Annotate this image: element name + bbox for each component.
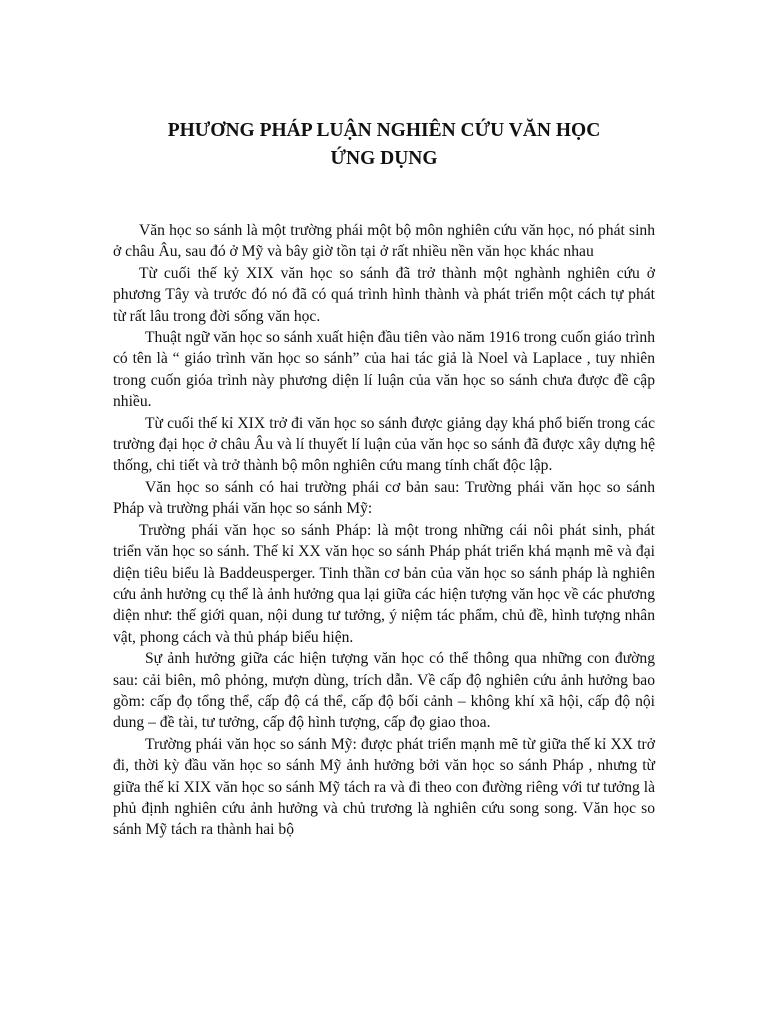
title-line-1: PHƯƠNG PHÁP LUẬN NGHIÊN CỨU VĂN HỌC [167,120,601,141]
paragraph-two-schools: Văn học so sánh có hai trường phái cơ bản sau: Trường phái văn học so sánh Pháp và trường phái văn học so sánh Mỹ: [113,478,655,518]
paragraph-teaching: Từ cuối thế kỉ XIX trở đi văn học so sánh được giảng dạy khá phổ biến trong các trường đại học ở châu Âu và lí thuyết lí luận của văn học so sánh đã được xây dựng hệ thống, chi tiết và trở thành bộ môn nghiên cứu mang tính chất độc lập. [113,414,655,475]
document-title [100,117,668,173]
paragraph-influence: Sự ảnh hưởng giữa các hiện tượng văn học có thể thông qua những con đường sau: cải biên, mô phỏng, mượn dùng, trích dẫn. Về cấp độ nghiên cứu ảnh hưởng bao gồm: cấp đọ tổng thể, cấp độ cá thể, cấp độ bối cảnh – không khí xã hội, cấp độ nội dung – đề tài, tư tưởng, cấp độ hình tượng, cấp đọ giao thoa. [113,650,655,732]
title-line-2: ỨNG DỤNG [330,148,438,169]
paragraph-french-school: Trường phái văn học so sánh Pháp: là một trong những cái nôi phát sinh, phát triển văn học so sánh. Thế kỉ XX văn học so sánh Pháp phát triển khá mạnh mẽ và đại diện tiêu biểu là Baddeusperger. Tinh thần cơ bản của văn học so sánh pháp là nghiên cứu ảnh hưởng cụ thể là ảnh hưởng qua lại giữa các hiện tượng văn học về các phương diện như: thế giới quan, nội dung tư tưởng, ý niệm tác phẩm, chủ đề, hình tượng nhân vật, phong cách và thủ pháp biểu hiện. [113,521,655,646]
paragraph-history: Từ cuối thế kỷ XIX văn học so sánh đã trở thành một nghành nghiên cứu ở phương Tây và trước đó nó đã có quá trình hình thành và phát triển một cách tự phát từ rất lâu trong đời sống văn học. [113,264,655,325]
document-body [113,220,655,841]
paragraph-intro: Văn học so sánh là một trường phái một bộ môn nghiên cứu văn học, nó phát sinh ở châu Âu, sau đó ở Mỹ và bây giờ tồn tại ở rất nhiều nền văn học khác nhau [113,222,655,261]
paragraph-terminology: Thuật ngữ văn học so sánh xuất hiện đầu tiên vào năm 1916 trong cuốn giáo trình có tên là “ giáo trình văn học so sánh” của hai tác giả là Noel và Laplace , tuy nhiên trong cuốn gióa trình này phương diện lí luận của văn học so sánh chưa được đề cập nhiều. [113,329,655,411]
paragraph-american-school: Trường phái văn học so sánh Mỹ: được phát triển mạnh mẽ từ giữa thế kỉ XX trở đi, thời kỳ đầu văn học so sánh Mỹ ảnh hưởng bởi văn học so sánh Pháp , nhưng từ giữa thế kỉ XIX văn học so sánh Mỹ tách ra và đi theo con đường riêng với tư tưởng là phủ định nghiên cứu ảnh hưởng và chủ trương là nghiên cứu song song. Văn học so sánh Mỹ tách ra thành hai bộ [113,735,655,839]
